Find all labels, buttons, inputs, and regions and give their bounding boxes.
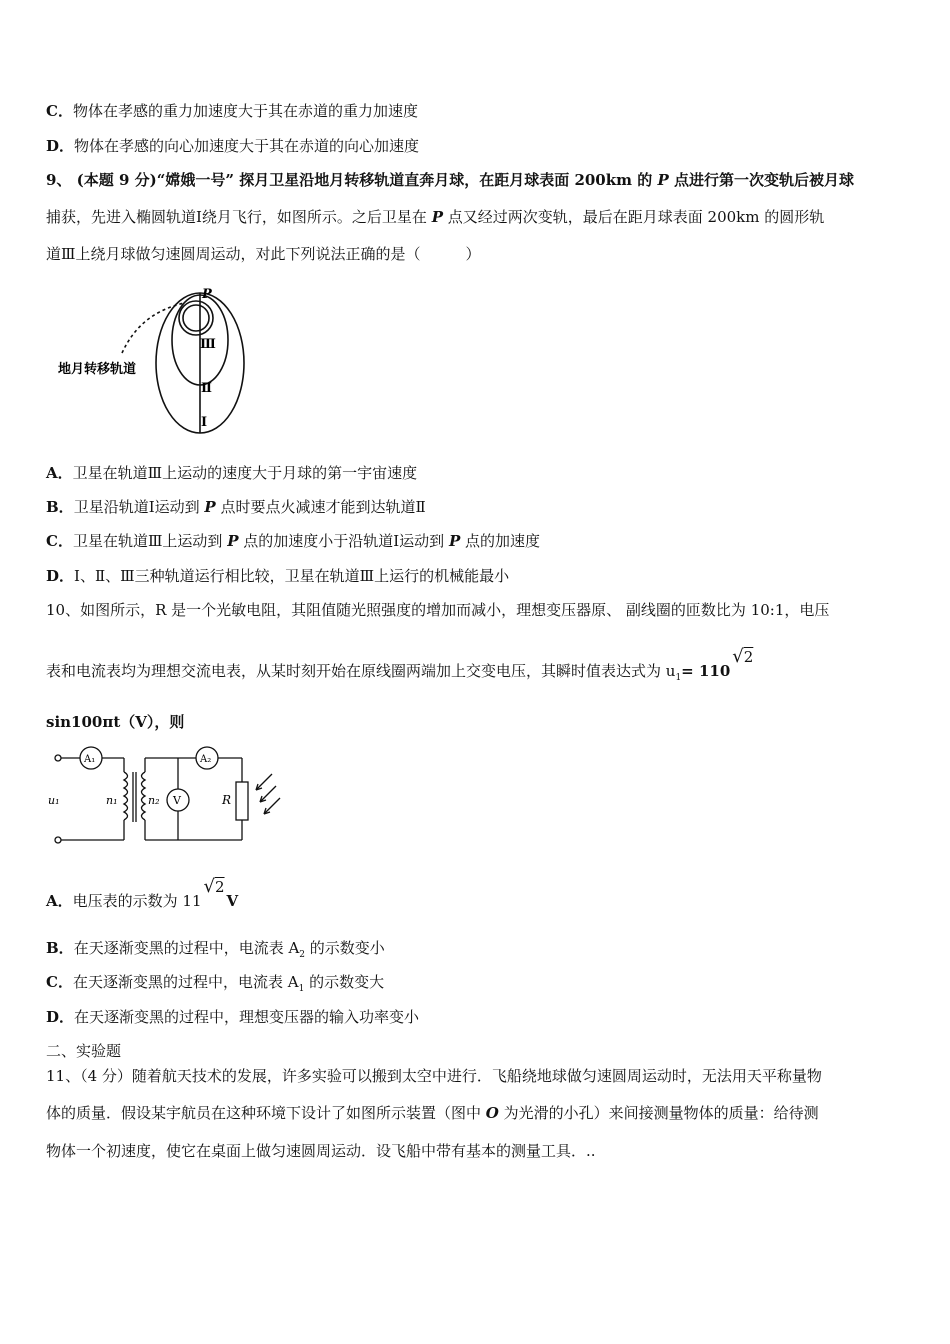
svg-text:V: V bbox=[173, 794, 181, 807]
svg-text:n₁: n₁ bbox=[106, 794, 118, 807]
transfer-orbit bbox=[122, 303, 184, 353]
question-9-line-2: 捕获，先进入椭圆轨道Ⅰ绕月飞行，如图所示。之后卫星在 P 点又经过两次变轨，最后在距月球表面 200km 的圆形轨 bbox=[46, 208, 825, 226]
resistor-r bbox=[236, 782, 248, 820]
option-10c: C．在天逐渐变黑的过程中，电流表 $A_1$ 的示数变大 bbox=[46, 973, 385, 994]
option-9a: A．卫星在轨道Ⅲ上运动的速度大于月球的第一宇宙速度 bbox=[46, 464, 418, 482]
orbit-3 bbox=[179, 301, 213, 335]
sqrt-symbol: √2 bbox=[203, 876, 225, 897]
orbit-label-1: Ⅰ bbox=[201, 415, 208, 430]
svg-text:A₁: A₁ bbox=[84, 754, 96, 765]
primary-coil bbox=[124, 772, 128, 820]
svg-text:u₁: u₁ bbox=[48, 794, 60, 807]
question-10-line-1: 10、如图所示，R 是一个光敏电阻，其阻值随光照强度的增加而减小，理想变压器原、 副线圈的匝数比为 10:1，电压 bbox=[46, 601, 830, 619]
option-8c: C．物体在孝感的重力加速度大于其在赤道的重力加速度 bbox=[46, 102, 418, 120]
svg-text:n₂: n₂ bbox=[148, 794, 160, 807]
transfer-orbit-label: 地月转移轨道 bbox=[58, 362, 137, 377]
question-10-line-3: sin100πt（V），则 bbox=[46, 713, 185, 731]
section-2-heading: 二、实验题 bbox=[46, 1042, 122, 1060]
orbit-figure bbox=[50, 285, 260, 435]
option-8d: D．物体在孝感的向心加速度大于其在赤道的向心加速度 bbox=[46, 137, 420, 155]
question-11-line-1: 11、（4 分）随着航天技术的发展，许多实验可以搬到太空中进行．飞船绕地球做匀速圆周运动时，无法用天平称量物 bbox=[46, 1067, 822, 1085]
circuit-figure bbox=[44, 744, 284, 848]
svg-text:R: R bbox=[222, 793, 232, 807]
question-10-line-2: 表和电流表均为理想交流电表，从某时刻开始在原线圈两端加上交变电压，其瞬时值表达式为 $u_1= 110√2$ bbox=[46, 646, 754, 683]
option-9c: C．卫星在轨道Ⅲ上运动到 P 点的加速度小于沿轨道Ⅰ运动到 P 点的加速度 bbox=[46, 532, 540, 550]
p-label: P bbox=[202, 287, 212, 302]
question-9-line-1: 9、 (本题 9 分)“嫦娥一号” 探月卫星沿地月转移轨道直奔月球，在距月球表面 200km 的 P 点进行第一次变轨后被月球 bbox=[46, 171, 854, 189]
moon bbox=[183, 305, 209, 331]
svg-text:A₂: A₂ bbox=[200, 754, 212, 765]
option-10b: B．在天逐渐变黑的过程中，电流表 $A_2$ 的示数变小 bbox=[46, 939, 385, 960]
question-9-line-3: 道Ⅲ上绕月球做匀速圆周运动，对此下列说法正确的是（ ） bbox=[46, 245, 481, 263]
question-11-line-2: 体的质量．假设某宇航员在这种环境下设计了如图所示装置（图中 O 为光滑的小孔）来间接测量物体的质量：给待测 bbox=[46, 1104, 819, 1122]
sqrt-symbol: √2 bbox=[732, 646, 754, 667]
option-10d: D．在天逐渐变黑的过程中，理想变压器的输入功率变小 bbox=[46, 1008, 420, 1026]
orbit-label-3: Ⅲ bbox=[200, 337, 216, 352]
secondary-coil bbox=[142, 772, 146, 820]
option-9b: B．卫星沿轨道Ⅰ运动到 P 点时要点火减速才能到达轨道Ⅱ bbox=[46, 498, 426, 516]
question-11-line-3: 物体一个初速度，使它在桌面上做匀速圆周运动．设飞船中带有基本的测量工具．.. bbox=[46, 1142, 596, 1160]
orbit-label-2: Ⅱ bbox=[201, 381, 212, 396]
option-9d: D．Ⅰ、Ⅱ、Ⅲ三种轨道运行相比较，卫星在轨道Ⅲ上运行的机械能最小 bbox=[46, 567, 510, 585]
option-10a: A．电压表的示数为 11√2V bbox=[46, 876, 239, 910]
